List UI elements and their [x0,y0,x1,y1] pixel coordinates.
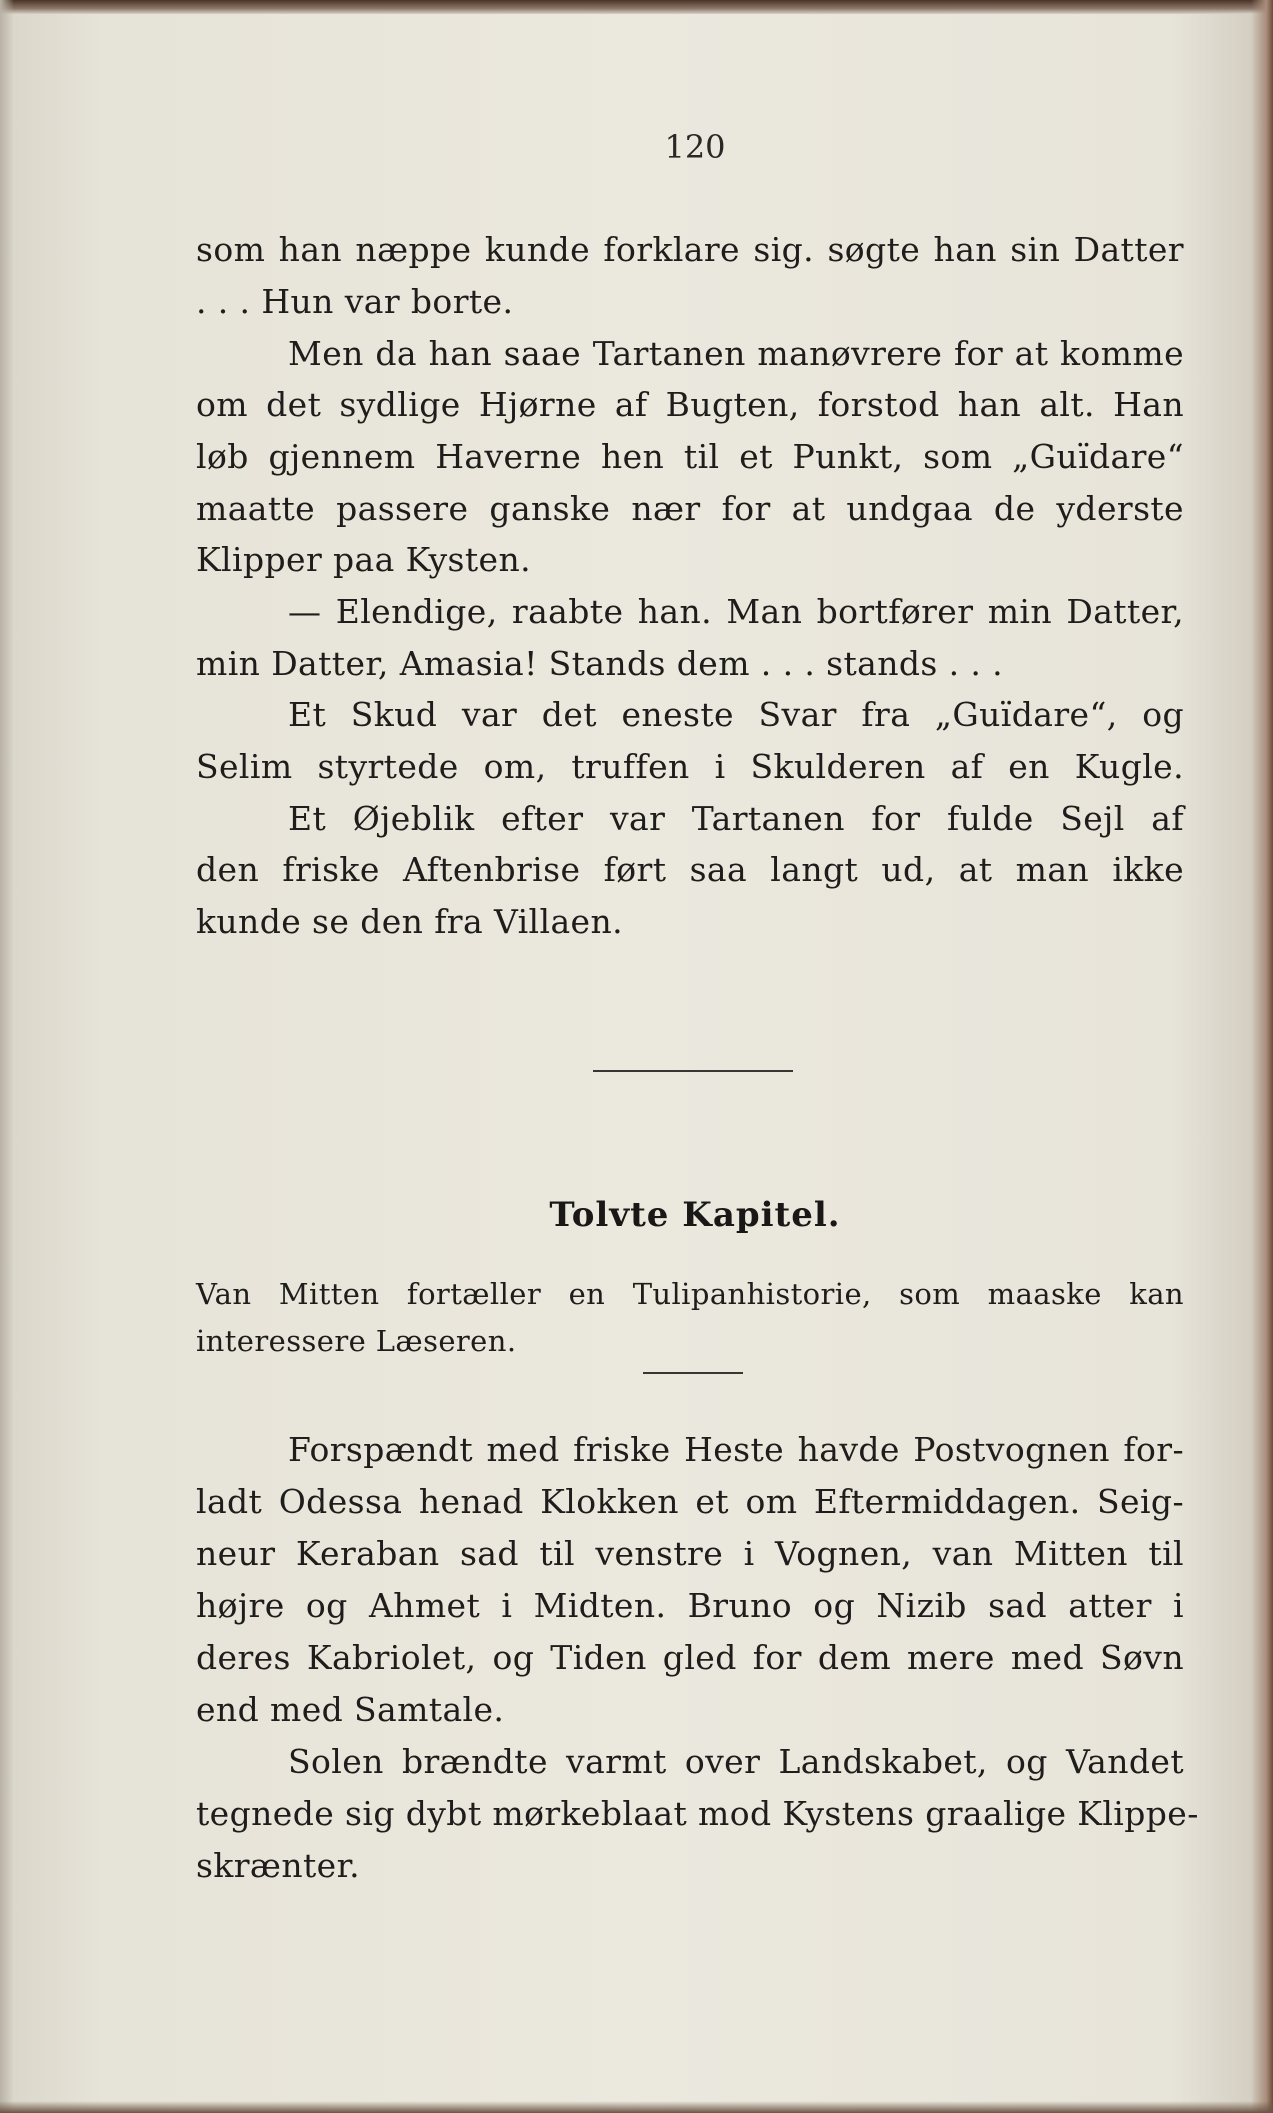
text-line: end med Samtale. [196,1690,505,1729]
text-line: Forspændt med friske Heste havde Postvognen for- [288,1430,1184,1469]
page-bottom-edge [0,2101,1273,2113]
chapter-title: Tolvte Kapitel. [549,1195,841,1235]
text-line: . . . Hun var borte. [196,282,514,321]
text-line: deres Kabriolet, og Tiden gled for dem mere med Søvn [196,1638,1184,1677]
page-top-edge [0,0,1273,14]
text-line: Klipper paa Kysten. [196,540,532,579]
text-line: Men da han saae Tartanen manøvrere for at komme [288,334,1184,373]
text-line: kunde se den fra Villaen. [196,902,624,941]
text-line: maatte passere ganske nær for at undgaa de yderste [196,489,1184,528]
text-line: skrænter. [196,1846,361,1885]
text-line: tegnede sig dybt mørkeblaat mod Kystens graalige Klippe- [196,1794,1199,1833]
text-line: Selim styrtede om, truffen i Skulderen af en Kugle. [196,747,1184,786]
text-line: løb gjennem Haverne hen til et Punkt, som „Guïdare“ [196,437,1184,476]
text-line: min Datter, Amasia! Stands dem . . . stands . . . [196,644,1004,683]
page-number: 120 [664,128,726,166]
text-line: Et Skud var det eneste Svar fra „Guïdare“, og [288,695,1184,734]
text-line: ladt Odessa henad Klokken et om Eftermiddagen. Seig- [196,1482,1184,1521]
text-line: højre og Ahmet i Midten. Bruno og Nizib sad atter i [196,1586,1184,1625]
text-line: den friske Aftenbrise ført saa langt ud, at man ikke [196,850,1184,889]
page-right-edge [1251,0,1273,2113]
section-divider [593,1070,793,1072]
summary-line: interessere Læseren. [196,1324,517,1358]
summary-divider [643,1372,743,1374]
text-line: Solen brændte varmt over Landskabet, og Vandet [288,1742,1184,1781]
summary-line: Van Mitten fortæller en Tulipanhistorie, som maaske kan [196,1277,1184,1311]
text-line: som han næppe kunde forklare sig. søgte han sin Datter [196,230,1184,269]
page-gutter-shadow [0,0,14,2113]
text-line: Et Øjeblik efter var Tartanen for fulde Sejl af [288,799,1184,838]
text-line: — Elendige, raabte han. Man bortfører min Datter, [288,592,1184,631]
text-line: neur Keraban sad til venstre i Vognen, van Mitten til [196,1534,1184,1573]
text-line: om det sydlige Hjørne af Bugten, forstod han alt. Han [196,385,1184,424]
